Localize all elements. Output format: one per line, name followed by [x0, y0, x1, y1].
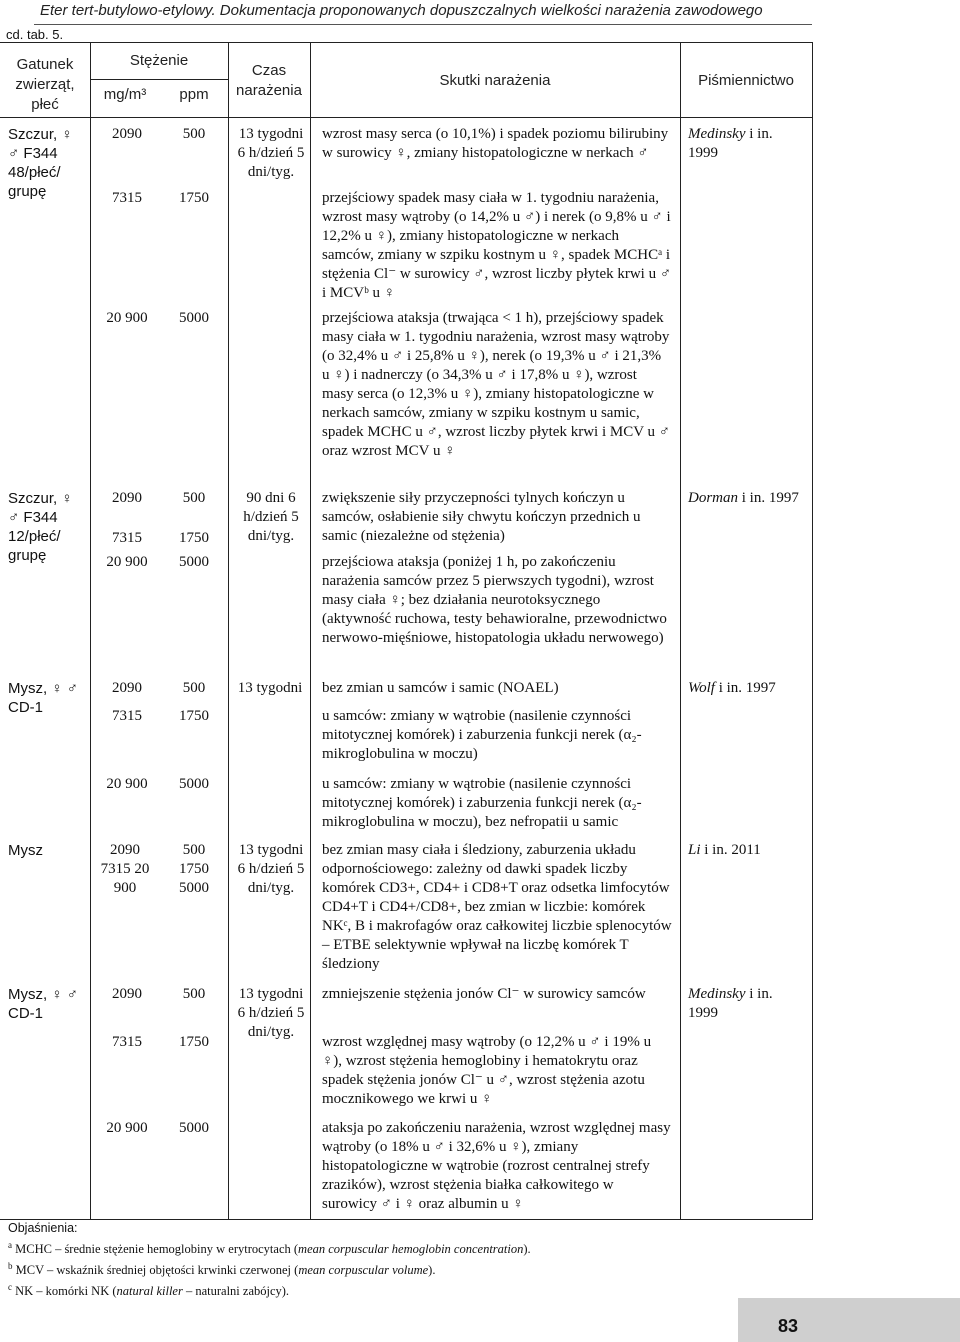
- footnote-term: natural killer: [116, 1284, 183, 1299]
- footnote-term: mean corpuscular hemoglobin concentration: [298, 1242, 524, 1257]
- effect-text: wzrost względnej masy wątroby (o 12,2% u ♂ i 19% u ♀), wzrost stężenia hemoglobiny i hematokrytu oraz spadek stężenia jonów Cl⁻ u ♂, wzrost stężenia azotu mocznikowego we krwi u ♀: [322, 1034, 652, 1107]
- mg-value: 2090: [112, 126, 142, 142]
- footnote-marker: b: [8, 1261, 13, 1272]
- reference-author: Medinsky: [688, 126, 746, 142]
- ppm-value: 500: [182, 490, 206, 506]
- reference-author: Dorman: [688, 490, 739, 506]
- mg-value: 20 900: [106, 554, 148, 570]
- effect-text: bez zmian masy ciała i śledziony, zaburzenia układu odpornościowego: zależny od dawki spadek liczby komórek CD3+, CD4+ i CD8+T oraz odsetka limfocytów CD4+T i CD4+/CD8+, bez zmian w liczbie: komórek NKᶜ, B i makrofagów oraz całkowitej liczbie splenocytów – ETBE selektywnie wpływał na liczbę komórek T śledziony: [322, 842, 672, 972]
- column-divider: [228, 43, 229, 1219]
- footnotes-title: Objaśnienia:: [8, 1221, 78, 1235]
- footnote-b: [8, 1258, 531, 1279]
- ppm-value: 5000: [179, 776, 209, 792]
- effect-text: przejściowa ataksja (trwająca < 1 h), przejściowy spadek masy ciała w 1. tygodniu narażenia, wzrost masy wątroby (o 32,4% u ♂ i 25,8% u ♀), nerek (o 19,3% u ♂ i 21,3% u ♀) i nadnerczy (o 34,3% u ♂ i 17,8% u ♀), wzrost masy serca (o 12,3% u ♀), zmiany histopatologiczne w nerkach samców, zmiany w szpiku kostnym u samic, spadek MCHC u ♂, wzrost liczby płytek krwi i MCV u ♂ oraz wzrost MCV u ♀: [322, 310, 671, 459]
- footnotes: [8, 1220, 531, 1300]
- document-header: Eter tert-butylowo-etylowy. Dokumentacja proponowanych dopuszczalnych wielkości narażenia zawodowego: [40, 2, 763, 19]
- footnote-text: MCHC – średnie stężenie hemoglobiny w erytrocytach (: [12, 1242, 299, 1257]
- exposure-time-cell: 13 tygodni 6 h/dzień 5 dni/tyg.: [237, 842, 305, 896]
- mg-value: 7315: [112, 190, 142, 206]
- footnote-marker: c: [8, 1282, 12, 1293]
- effect-text: bez zmian u samców i samic (NOAEL): [322, 680, 559, 696]
- col-header-effects: Skutki narażenia: [439, 72, 551, 89]
- mg-value: 20 900: [106, 1120, 148, 1136]
- ppm-values: 500 1750 5000: [179, 842, 209, 896]
- mg-value: 7315: [112, 708, 142, 724]
- footnote-end: ).: [523, 1242, 531, 1257]
- footnote-c: [8, 1279, 531, 1300]
- footnote-a: [8, 1237, 531, 1258]
- footnote-text: MCV – wskaźnik średniej objętości krwinki czerwonej (: [12, 1263, 299, 1278]
- reference-rest: i in. 2011: [700, 842, 761, 858]
- col-header-species: Gatunek zwierząt, płeć: [15, 56, 75, 113]
- col-header-concentration: Stężenie: [129, 52, 189, 69]
- footnote-end: ).: [428, 1263, 436, 1278]
- ppm-value: 500: [182, 126, 206, 142]
- footnote-text: NK – komórki NK (: [12, 1284, 117, 1299]
- ppm-value: 1750: [179, 530, 209, 546]
- header-separator: [0, 117, 812, 118]
- reference-author: Medinsky: [688, 986, 746, 1002]
- effect-text: przejściowy spadek masy ciała w 1. tygodniu narażenia, wzrost masy wątroby (o 14,2% u ♂) i nerek (o 9,8% u ♂ i 12,2% u ♀), zmiany histopatologiczne w nerkach samców, zmiany w szpiku kostnym u ♀, spadek MCHCᵃ i stężenia Cl⁻ w surowicy ♂, wzrost liczby płytek krwi u ♂ i MCVᵇ u ♀: [322, 190, 672, 301]
- exposure-time-cell: 90 dni 6 h/dzień 5 dni/tyg.: [243, 490, 299, 544]
- mg-value: 20 900: [106, 310, 148, 326]
- mg-value: 20 900: [106, 776, 148, 792]
- reference-author: Wolf: [688, 680, 715, 696]
- reference-cell: [688, 489, 806, 508]
- header-rule: [34, 24, 812, 25]
- reference-rest: i in. 1997: [738, 490, 799, 506]
- reference-cell: [688, 679, 806, 698]
- species-cell: Mysz, ♀ ♂ CD-1: [8, 986, 78, 1022]
- mg-value: 2090: [112, 986, 142, 1002]
- reference-rest: i in. 1999: [688, 126, 773, 161]
- effect-text: zwiększenie siły przyczepności tylnych kończyn u samców, osłabienie siły chwytu kończyn przednich u samic (niezależne od stężenia): [322, 490, 641, 544]
- exposure-time-cell: 13 tygodni 6 h/dzień 5 dni/tyg.: [237, 986, 305, 1040]
- mg-value: 2090: [112, 490, 142, 506]
- col-header-time: Czas narażenia: [236, 62, 302, 99]
- effect-text: u samców: zmiany w wątrobie (nasilenie czynności mitotycznej komórek) i zaburzenia funkcji nerek (α₂-mikroglobulina w moczu), bez nefropatii u samic: [322, 776, 642, 830]
- ppm-value: 1750: [179, 190, 209, 206]
- effect-text: przejściowa ataksja (poniżej 1 h, po zakończeniu narażenia samców przez 5 pierwszych tygodni), wzrost masy ciała ♀; bez działania neurotoksycznego (aktywność ruchowa, testy behawioralne, przewodnictwo nerwowo-mięśniowe, histopatologia układu nerwowego): [322, 554, 667, 646]
- mg-value: 7315: [112, 1034, 142, 1050]
- col-header-ppm: ppm: [179, 86, 209, 103]
- footnote-end: – naturalni zabójcy).: [182, 1284, 290, 1299]
- reference-cell: [688, 125, 806, 163]
- species-cell: Mysz: [8, 842, 43, 859]
- page-number: 83: [778, 1316, 799, 1336]
- ppm-value: 5000: [179, 310, 209, 326]
- page-number-box: [738, 1298, 960, 1342]
- column-divider: [90, 43, 91, 1219]
- reference-rest: i in. 1997: [714, 680, 776, 696]
- reference-author: Li: [688, 842, 701, 858]
- exposure-effects-table: [0, 42, 813, 1220]
- column-divider: [680, 43, 681, 1219]
- effect-text: wzrost masy serca (o 10,1%) i spadek poziomu bilirubiny w surowicy ♀, zmiany histopatologiczne w nerkach ♂: [322, 126, 669, 161]
- column-divider: [310, 43, 311, 1219]
- mg-values: 2090 7315 20 900: [100, 842, 150, 896]
- exposure-time-cell: 13 tygodni: [237, 680, 303, 696]
- species-cell: Szczur, ♀ ♂ F344 48/płeć/ grupę: [8, 126, 73, 200]
- exposure-time-cell: 13 tygodni 6 h/dzień 5 dni/tyg.: [237, 126, 305, 180]
- effect-text: zmniejszenie stężenia jonów Cl⁻ w surowicy samców: [322, 986, 646, 1002]
- ppm-value: 1750: [179, 1034, 209, 1050]
- mg-value: 2090: [112, 680, 142, 696]
- table-continuation-label: cd. tab. 5.: [6, 27, 64, 42]
- col-header-mg: mg/m³: [103, 86, 147, 103]
- ppm-value: 5000: [179, 1120, 209, 1136]
- footnote-marker: a: [8, 1240, 12, 1250]
- ppm-value: 500: [182, 680, 206, 696]
- ppm-value: 500: [182, 986, 206, 1002]
- effect-text: u samców: zmiany w wątrobie (nasilenie czynności mitotycznej komórek) i zaburzenia funkcji nerek (α₂-mikroglobulina w moczu): [322, 708, 642, 762]
- ppm-value: 1750: [179, 708, 209, 724]
- col-header-literature: Piśmiennictwo: [698, 72, 794, 89]
- species-cell: Mysz, ♀ ♂ CD-1: [8, 680, 78, 716]
- ppm-value: 5000: [179, 554, 209, 570]
- reference-cell: [688, 841, 806, 860]
- effect-text: ataksja po zakończeniu narażenia, wzrost względnej masy wątroby (o 18% u ♂ i 32,6% u ♀), zmiany histopatologiczne w wątrobie (rozrost centralnej strefy zrazików), wzrost stężenia białka całkowitego w surowicy ♂ i ♀ oraz albumin u ♀: [322, 1120, 671, 1212]
- footnote-term: mean corpuscular volume: [298, 1263, 429, 1278]
- concentration-subheader-rule: [90, 79, 228, 80]
- reference-rest: i in. 1999: [688, 986, 773, 1021]
- mg-value: 7315: [112, 530, 142, 546]
- species-cell: Szczur, ♀ ♂ F344 12/płeć/ grupę: [8, 490, 73, 564]
- reference-cell: [688, 985, 806, 1023]
